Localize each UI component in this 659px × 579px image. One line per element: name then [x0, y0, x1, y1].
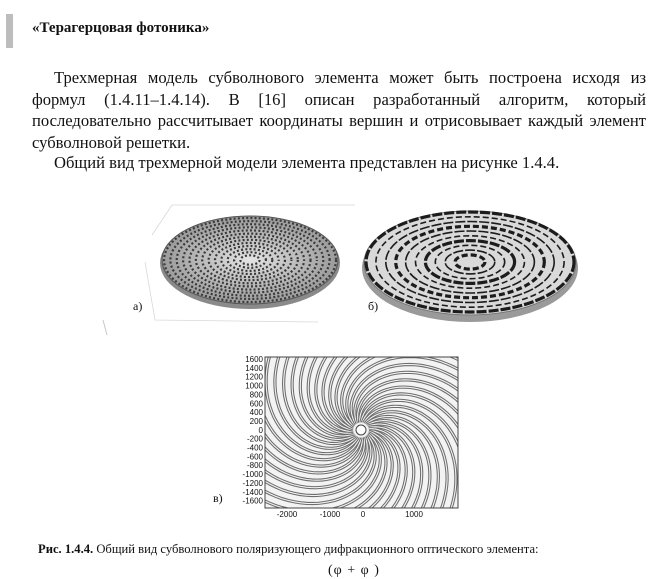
paragraph-2: Общий вид трехмерной модели элемента представлен на рисунке 1.4.4.	[54, 153, 560, 172]
panel-c-plot	[225, 301, 496, 559]
y-tick-label: 1400	[245, 363, 263, 373]
y-tick-label: -800	[246, 461, 263, 471]
formula-fragment: (φ + φ )	[328, 563, 380, 578]
y-tick-label: 600	[249, 399, 263, 409]
y-tick-label: -1400	[242, 487, 263, 497]
y-tick-label: -1600	[242, 496, 263, 506]
panel-a-3d-model	[103, 205, 355, 335]
y-tick-label: 400	[249, 408, 263, 418]
caption-text: Общий вид субволнового поляризующего дифракционного оптического элемента:	[93, 542, 539, 556]
panel-label-c: в)	[213, 491, 223, 505]
figure-caption	[38, 542, 539, 557]
y-tick-label: -400	[246, 443, 263, 453]
x-tick-label: 0	[360, 510, 366, 519]
x-tick-label: 1000	[405, 510, 423, 519]
y-tick-label: 1600	[245, 355, 263, 364]
y-tick-label: -1000	[242, 470, 263, 480]
y-tick-label: -1200	[242, 478, 263, 488]
panel-label-b: б)	[368, 299, 379, 313]
panel-label-a: а)	[133, 299, 143, 313]
y-tick-label: -600	[246, 452, 263, 462]
x-tick-label: -1000	[319, 510, 341, 519]
paragraph-1: Трехмерная модель субволнового элемента может быть построена исходя из формул (1.4.11–1.4.14). В [16] описан разработанный алгоритм, который последовательно рассчитывает координаты вершин и отрисовывает каждый элемент субволновой решетки.	[32, 68, 646, 152]
panel-b-3d-model	[362, 211, 578, 322]
y-tick-label: 800	[249, 390, 263, 400]
caption-number: Рис. 1.4.4.	[38, 542, 94, 556]
y-tick-label: -200	[246, 434, 263, 444]
y-tick-label: 0	[258, 425, 263, 435]
y-tick-label: 1200	[245, 372, 263, 382]
running-header: «Терагерцовая фотоника»	[32, 20, 210, 36]
y-tick-label: 1000	[245, 381, 263, 391]
center-aperture	[356, 425, 366, 435]
x-tick-label: -2000	[276, 510, 298, 519]
y-tick-label: 200	[249, 416, 263, 426]
